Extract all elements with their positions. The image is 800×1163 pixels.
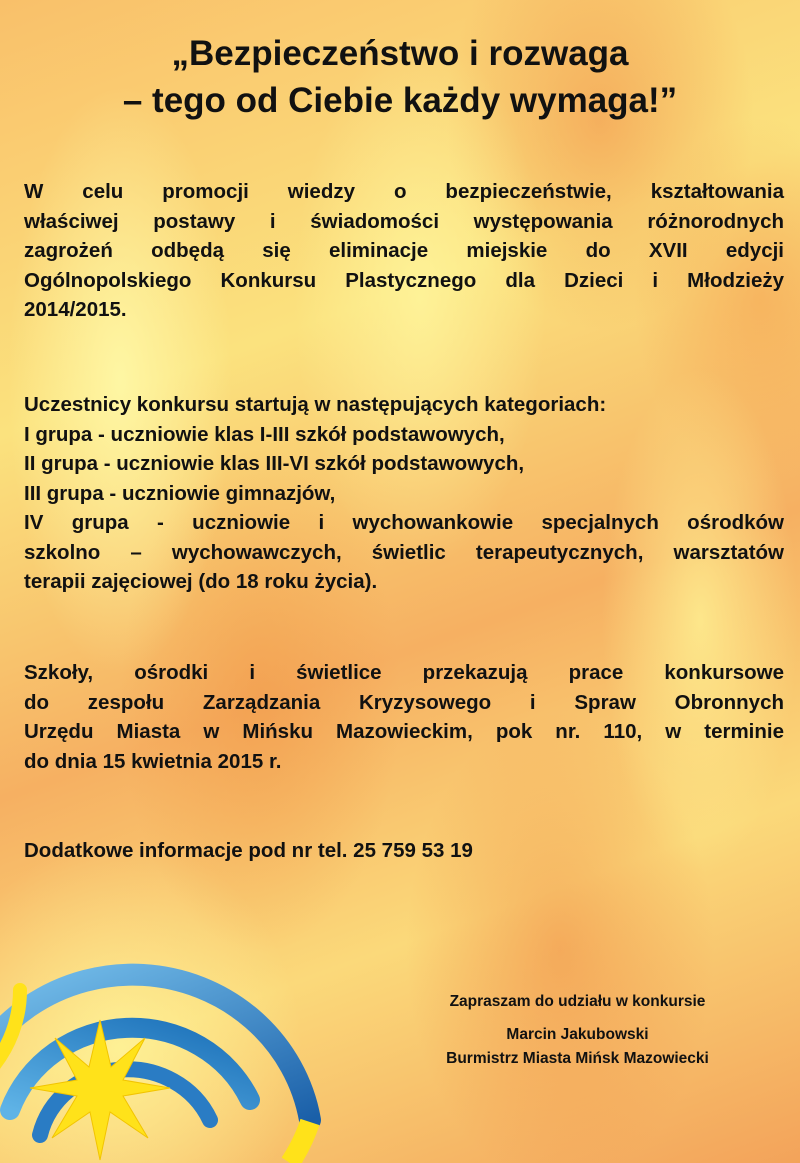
title-line-2: – tego od Ciebie każdy wymaga!” [122,81,678,120]
category-group-1: I grupa - uczniowie klas I-III szkół podstawowych, [24,422,505,446]
submission-line: Urzędu Miasta w Mińsku Mazowieckim, pok nr. 110, w terminie [24,720,784,743]
intro-line: zagrożeń odbędą się eliminacje miejskie do XVII edycji [24,239,784,262]
intro-line: W celu promocji wiedzy o bezpieczeństwie, kształtowania [24,180,784,203]
category-group-3: III grupa - uczniowie gimnazjów, [24,481,336,505]
categories-intro: Uczestnicy konkursu startują w następujących kategoriach: [24,393,607,416]
submission-line: do zespołu Zarządzania Kryzysowego i Spraw Obronnych [24,690,784,714]
intro-paragraph [24,177,784,325]
poster-title [0,30,800,124]
logo-outer-ring-yellow [290,1122,310,1163]
intro-line: Ogólnopolskiego Konkursu Plastycznego dla Dzieci i Młodzieży [24,268,784,292]
category-group-2: II grupa - uczniowie klas III-VI szkół podstawowych, [24,452,525,475]
categories-paragraph [24,390,784,597]
submission-paragraph [24,658,784,776]
category-group-4-line: szkolno – wychowawczych, świetlic terapeutycznych, warsztatów [24,540,784,564]
title-line-1: „Bezpieczeństwo i rozwaga [171,34,629,73]
submission-line: do dnia 15 kwietnia 2015 r. [24,749,282,773]
mayor-name: Marcin Jakubowski [506,1026,649,1043]
sun-logo-icon [0,870,360,1163]
intro-line: właściwej postawy i świadomości występowania różnorodnych [24,209,784,233]
logo-star [30,1020,170,1160]
invitation-text: Zapraszam do udziału w konkursie [449,993,706,1010]
mayor-position: Burmistrz Miasta Mińsk Mazowiecki [446,1050,709,1067]
intro-line: 2014/2015. [24,298,127,321]
contact-phone-text: Dodatkowe informacje pod nr tel. 25 759 53 19 [24,839,473,862]
category-group-4-line: terapii zajęciowej (do 18 roku życia). [24,570,378,593]
contact-info [24,836,784,866]
signature-block [400,1023,755,1071]
category-group-4-line: IV grupa - uczniowie i wychowankowie specjalnych ośrodków [24,511,784,534]
submission-line: Szkoły, ośrodki i świetlice przekazują prace konkursowe [24,661,784,684]
